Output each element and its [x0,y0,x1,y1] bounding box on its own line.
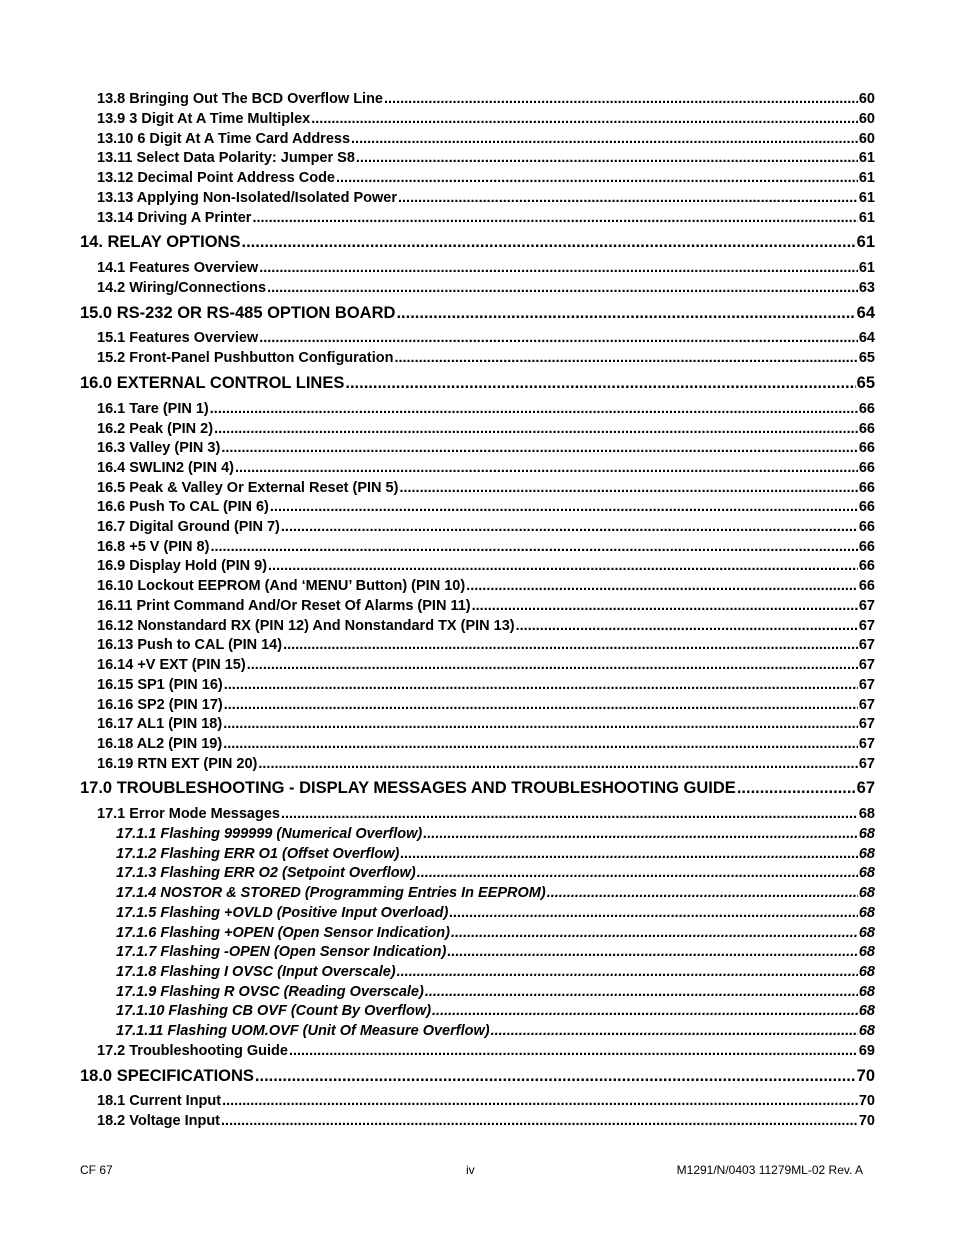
toc-entry[interactable] [116,1003,875,1021]
toc-entry[interactable] [97,460,875,478]
toc-entry-title: 16.3 Valley (PIN 3) [97,440,221,456]
toc-dot-leader [417,865,858,881]
toc-entry-title: 13.9 3 Digit At A Time Multiplex [97,111,311,127]
toc-entry-title: 16.18 AL2 (PIN 19) [97,736,223,752]
toc-dot-leader [270,499,858,515]
toc-entry-title: 17.1 Error Mode Messages [97,806,280,822]
toc-entry-title: 14. RELAY OPTIONS [80,233,241,251]
toc-dot-leader [398,190,858,206]
toc-dot-leader [425,984,858,1000]
toc-dot-leader [235,460,858,476]
toc-entry-title: 16.12 Nonstandard RX (PIN 12) And Nonstandard TX (PIN 13) [97,618,515,634]
toc-entry-title: 16.11 Print Command And/Or Reset Of Alarms (PIN 11) [97,598,471,614]
toc-entry-page: 66 [858,480,875,496]
toc-entry-title: 16.17 AL1 (PIN 18) [97,716,223,732]
toc-dot-leader [447,944,858,960]
toc-dot-leader [384,91,858,107]
toc-entry-title: 16.6 Push To CAL (PIN 6) [97,499,269,515]
toc-dot-leader [547,885,858,901]
toc-entry-page: 66 [858,578,875,594]
toc-entry[interactable] [97,1093,875,1111]
toc-entry-title: 15.0 RS-232 OR RS-485 OPTION BOARD [80,304,396,322]
toc-entry[interactable] [97,677,875,695]
toc-entry-page: 67 [858,756,875,772]
toc-entry[interactable] [97,170,875,188]
toc-entry-page: 70 [856,1067,875,1085]
toc-dot-leader [289,1043,858,1059]
toc-dot-leader [281,519,858,535]
toc-dot-leader [221,1113,858,1129]
toc-entry[interactable] [97,480,875,498]
toc-dot-leader [399,480,857,496]
toc-entry-title: 16.2 Peak (PIN 2) [97,421,214,437]
footer-left: CF 67 [80,1163,113,1177]
toc-entry-title: 14.1 Features Overview [97,260,259,276]
toc-entry[interactable] [97,598,875,616]
toc-entry-page: 70 [858,1113,875,1129]
toc-entry[interactable] [97,280,875,298]
toc-entry[interactable] [80,779,875,801]
toc-entry-title: 17.1.6 Flashing +OPEN (Open Sensor Indication) [116,925,450,941]
toc-dot-leader [737,779,856,798]
footer-right: M1291/N/0403 11279ML-02 Rev. A [676,1163,863,1177]
toc-entry-page: 61 [858,260,875,276]
toc-entry-page: 67 [858,637,875,653]
toc-entry-page: 61 [858,150,875,166]
toc-entry-page: 66 [858,539,875,555]
toc-entry-page: 68 [858,905,875,921]
toc-entry[interactable] [97,578,875,596]
toc-entry[interactable] [116,964,875,982]
footer-page-number: iv [466,1163,475,1177]
toc-entry-page: 61 [858,210,875,226]
toc-dot-leader [223,736,858,752]
toc-entry[interactable] [97,350,875,368]
toc-entry-title: 16.0 EXTERNAL CONTROL LINES [80,374,345,392]
toc-entry-page: 68 [858,944,875,960]
toc-dot-leader [224,697,858,713]
toc-entry[interactable] [97,111,875,129]
toc-entry-page: 67 [858,697,875,713]
toc-entry-page: 65 [858,350,875,366]
toc-entry[interactable] [97,330,875,348]
toc-entry-title: 16.19 RTN EXT (PIN 20) [97,756,258,772]
toc-entry[interactable] [97,499,875,517]
toc-entry[interactable] [116,905,875,923]
toc-entry-title: 17.1.1 Flashing 999999 (Numerical Overflow) [116,826,423,842]
toc-entry[interactable] [97,618,875,636]
toc-entry-title: 17.1.7 Flashing -OPEN (Open Sensor Indication) [116,944,447,960]
toc-entry-title: 14.2 Wiring/Connections [97,280,267,296]
toc-entry-page: 67 [858,618,875,634]
toc-entry-title: 17.1.3 Flashing ERR O2 (Setpoint Overflow) [116,865,416,881]
toc-entry-page: 68 [858,964,875,980]
toc-entry-title: 17.0 TROUBLESHOOTING - DISPLAY MESSAGES AND TROUBLESHOOTING GUIDE [80,779,736,797]
toc-entry-page: 68 [858,885,875,901]
toc-entry-page: 67 [858,716,875,732]
toc-dot-leader [400,846,858,862]
toc-entry-title: 13.8 Bringing Out The BCD Overflow Line [97,91,383,107]
toc-entry-page: 66 [858,440,875,456]
toc-dot-leader [210,539,857,555]
toc-entry-page: 70 [858,1093,875,1109]
toc-dot-leader [336,170,858,186]
toc-entry[interactable] [97,697,875,715]
toc-entry[interactable] [116,865,875,883]
toc-dot-leader [258,756,858,772]
toc-entry-title: 16.7 Digital Ground (PIN 7) [97,519,280,535]
toc-entry-title: 18.0 SPECIFICATIONS [80,1067,254,1085]
toc-entry-title: 16.1 Tare (PIN 1) [97,401,209,417]
toc-entry[interactable] [97,421,875,439]
toc-entry-title: 16.13 Push to CAL (PIN 14) [97,637,283,653]
toc-entry-title: 18.1 Current Input [97,1093,222,1109]
toc-entry-title: 16.14 +V EXT (PIN 15) [97,657,246,673]
toc-entry[interactable] [116,944,875,962]
toc-dot-leader [283,637,858,653]
toc-dot-leader [432,1003,858,1019]
toc-entry-page: 66 [858,421,875,437]
toc-entry-page: 67 [858,677,875,693]
toc-dot-leader [397,964,858,980]
toc-entry-page: 65 [856,374,875,392]
toc-dot-leader [210,401,858,417]
toc-entry-page: 61 [856,233,875,251]
toc-entry-title: 17.1.11 Flashing UOM.OVF (Unit Of Measure Overflow) [116,1023,490,1039]
toc-dot-leader [241,233,855,252]
toc-entry[interactable] [97,637,875,655]
toc-entry-page: 60 [858,131,875,147]
toc-entry[interactable] [116,846,875,864]
toc-entry-page: 66 [858,519,875,535]
toc-entry[interactable] [80,304,875,326]
toc-dot-leader [259,330,858,346]
toc-dot-leader [224,677,858,693]
toc-entry[interactable] [97,131,875,149]
toc-entry-title: 17.1.5 Flashing +OVLD (Positive Input Overload) [116,905,449,921]
toc-entry-title: 17.1.2 Flashing ERR O1 (Offset Overflow) [116,846,400,862]
toc-entry-page: 60 [858,91,875,107]
toc-entry-title: 13.11 Select Data Polarity: Jumper S8 [97,150,355,166]
toc-entry-page: 68 [858,865,875,881]
toc-dot-leader [223,716,858,732]
toc-dot-leader [311,111,858,127]
toc-entry-page: 67 [858,598,875,614]
toc-dot-leader [466,578,858,594]
toc-dot-leader [356,150,858,166]
toc-entry-title: 16.9 Display Hold (PIN 9) [97,558,268,574]
toc-dot-leader [222,1093,858,1109]
toc-dot-leader [268,558,858,574]
toc-dot-leader [221,440,858,456]
toc-entry-title: 17.1.4 NOSTOR & STORED (Programming Entries In EEPROM) [116,885,546,901]
toc-entry[interactable] [116,826,875,844]
toc-entry-page: 66 [858,401,875,417]
toc-dot-leader [247,657,858,673]
toc-entry-page: 68 [858,846,875,862]
toc-entry-page: 68 [858,925,875,941]
toc-dot-leader [281,806,858,822]
toc-entry[interactable] [97,756,875,774]
toc-entry-page: 68 [858,826,875,842]
toc-entry-page: 68 [858,1003,875,1019]
toc-entry-title: 16.4 SWLIN2 (PIN 4) [97,460,234,476]
toc-entry[interactable] [80,374,875,396]
toc-entry[interactable] [116,885,875,903]
toc-dot-leader [423,826,858,842]
toc-entry[interactable] [97,558,875,576]
toc-entry[interactable] [97,519,875,537]
toc-dot-leader [516,618,858,634]
toc-entry-page: 68 [858,984,875,1000]
toc-entry-title: 16.5 Peak & Valley Or External Reset (PIN 5) [97,480,399,496]
toc-dot-leader [472,598,858,614]
toc-entry-title: 13.10 6 Digit At A Time Card Address [97,131,351,147]
toc-entry-title: 16.15 SP1 (PIN 16) [97,677,223,693]
toc-dot-leader [394,350,857,366]
toc-dot-leader [345,374,855,393]
toc-entry-title: 17.1.10 Flashing CB OVF (Count By Overflow) [116,1003,432,1019]
toc-entry-title: 16.8 +5 V (PIN 8) [97,539,210,555]
toc-entry[interactable] [97,1043,875,1061]
toc-entry-page: 64 [856,304,875,322]
toc-entry-title: 17.2 Troubleshooting Guide [97,1043,288,1059]
toc-entry[interactable] [80,1067,875,1089]
toc-entry[interactable] [97,736,875,754]
toc-entry-page: 67 [858,657,875,673]
toc-dot-leader [449,905,857,921]
toc-dot-leader [252,210,857,226]
toc-entry[interactable] [80,233,875,255]
toc-entry-page: 63 [858,280,875,296]
toc-entry-title: 17.1.9 Flashing R OVSC (Reading Overscale) [116,984,424,1000]
toc-entry-page: 64 [858,330,875,346]
toc-entry-title: 15.1 Features Overview [97,330,259,346]
toc-entry-page: 66 [858,499,875,515]
toc-entry[interactable] [97,401,875,419]
toc-dot-leader [396,304,855,323]
toc-entry[interactable] [97,657,875,675]
toc-entry-page: 68 [858,806,875,822]
toc-entry-page: 66 [858,460,875,476]
toc-entry[interactable] [97,1113,875,1131]
toc-entry-page: 67 [858,736,875,752]
toc-entry[interactable] [97,210,875,228]
toc-entry[interactable] [97,260,875,278]
toc-entry[interactable] [116,984,875,1002]
toc-entry-page: 69 [858,1043,875,1059]
toc-dot-leader [351,131,858,147]
toc-entry[interactable] [97,440,875,458]
toc-entry-page: 66 [858,558,875,574]
toc-entry[interactable] [97,716,875,734]
toc-entry-title: 16.16 SP2 (PIN 17) [97,697,223,713]
toc-entry-title: 13.14 Driving A Printer [97,210,252,226]
toc-entry[interactable] [97,150,875,168]
toc-dot-leader [259,260,858,276]
toc-entry-title: 16.10 Lockout EEPROM (And ‘MENU’ Button) (PIN 10) [97,578,466,594]
toc-entry-title: 15.2 Front-Panel Pushbutton Configuration [97,350,394,366]
toc-dot-leader [255,1067,856,1086]
toc-entry-page: 67 [856,779,875,797]
toc-entry[interactable] [97,190,875,208]
toc-dot-leader [214,421,858,437]
toc-entry-page: 61 [858,170,875,186]
toc-entry-title: 13.13 Applying Non-Isolated/Isolated Power [97,190,397,206]
toc-entry[interactable] [97,91,875,109]
toc-dot-leader [451,925,858,941]
toc-entry-title: 17.1.8 Flashing I OVSC (Input Overscale) [116,964,396,980]
toc-entry[interactable] [116,1023,875,1041]
toc-entry[interactable] [97,806,875,824]
toc-entry-page: 61 [858,190,875,206]
toc-entry-page: 68 [858,1023,875,1039]
toc-entry[interactable] [116,925,875,943]
toc-dot-leader [491,1023,858,1039]
toc-dot-leader [267,280,858,296]
toc-entry-page: 60 [858,111,875,127]
toc-entry-title: 13.12 Decimal Point Address Code [97,170,335,186]
toc-entry-title: 18.2 Voltage Input [97,1113,221,1129]
toc-entry[interactable] [97,539,875,557]
